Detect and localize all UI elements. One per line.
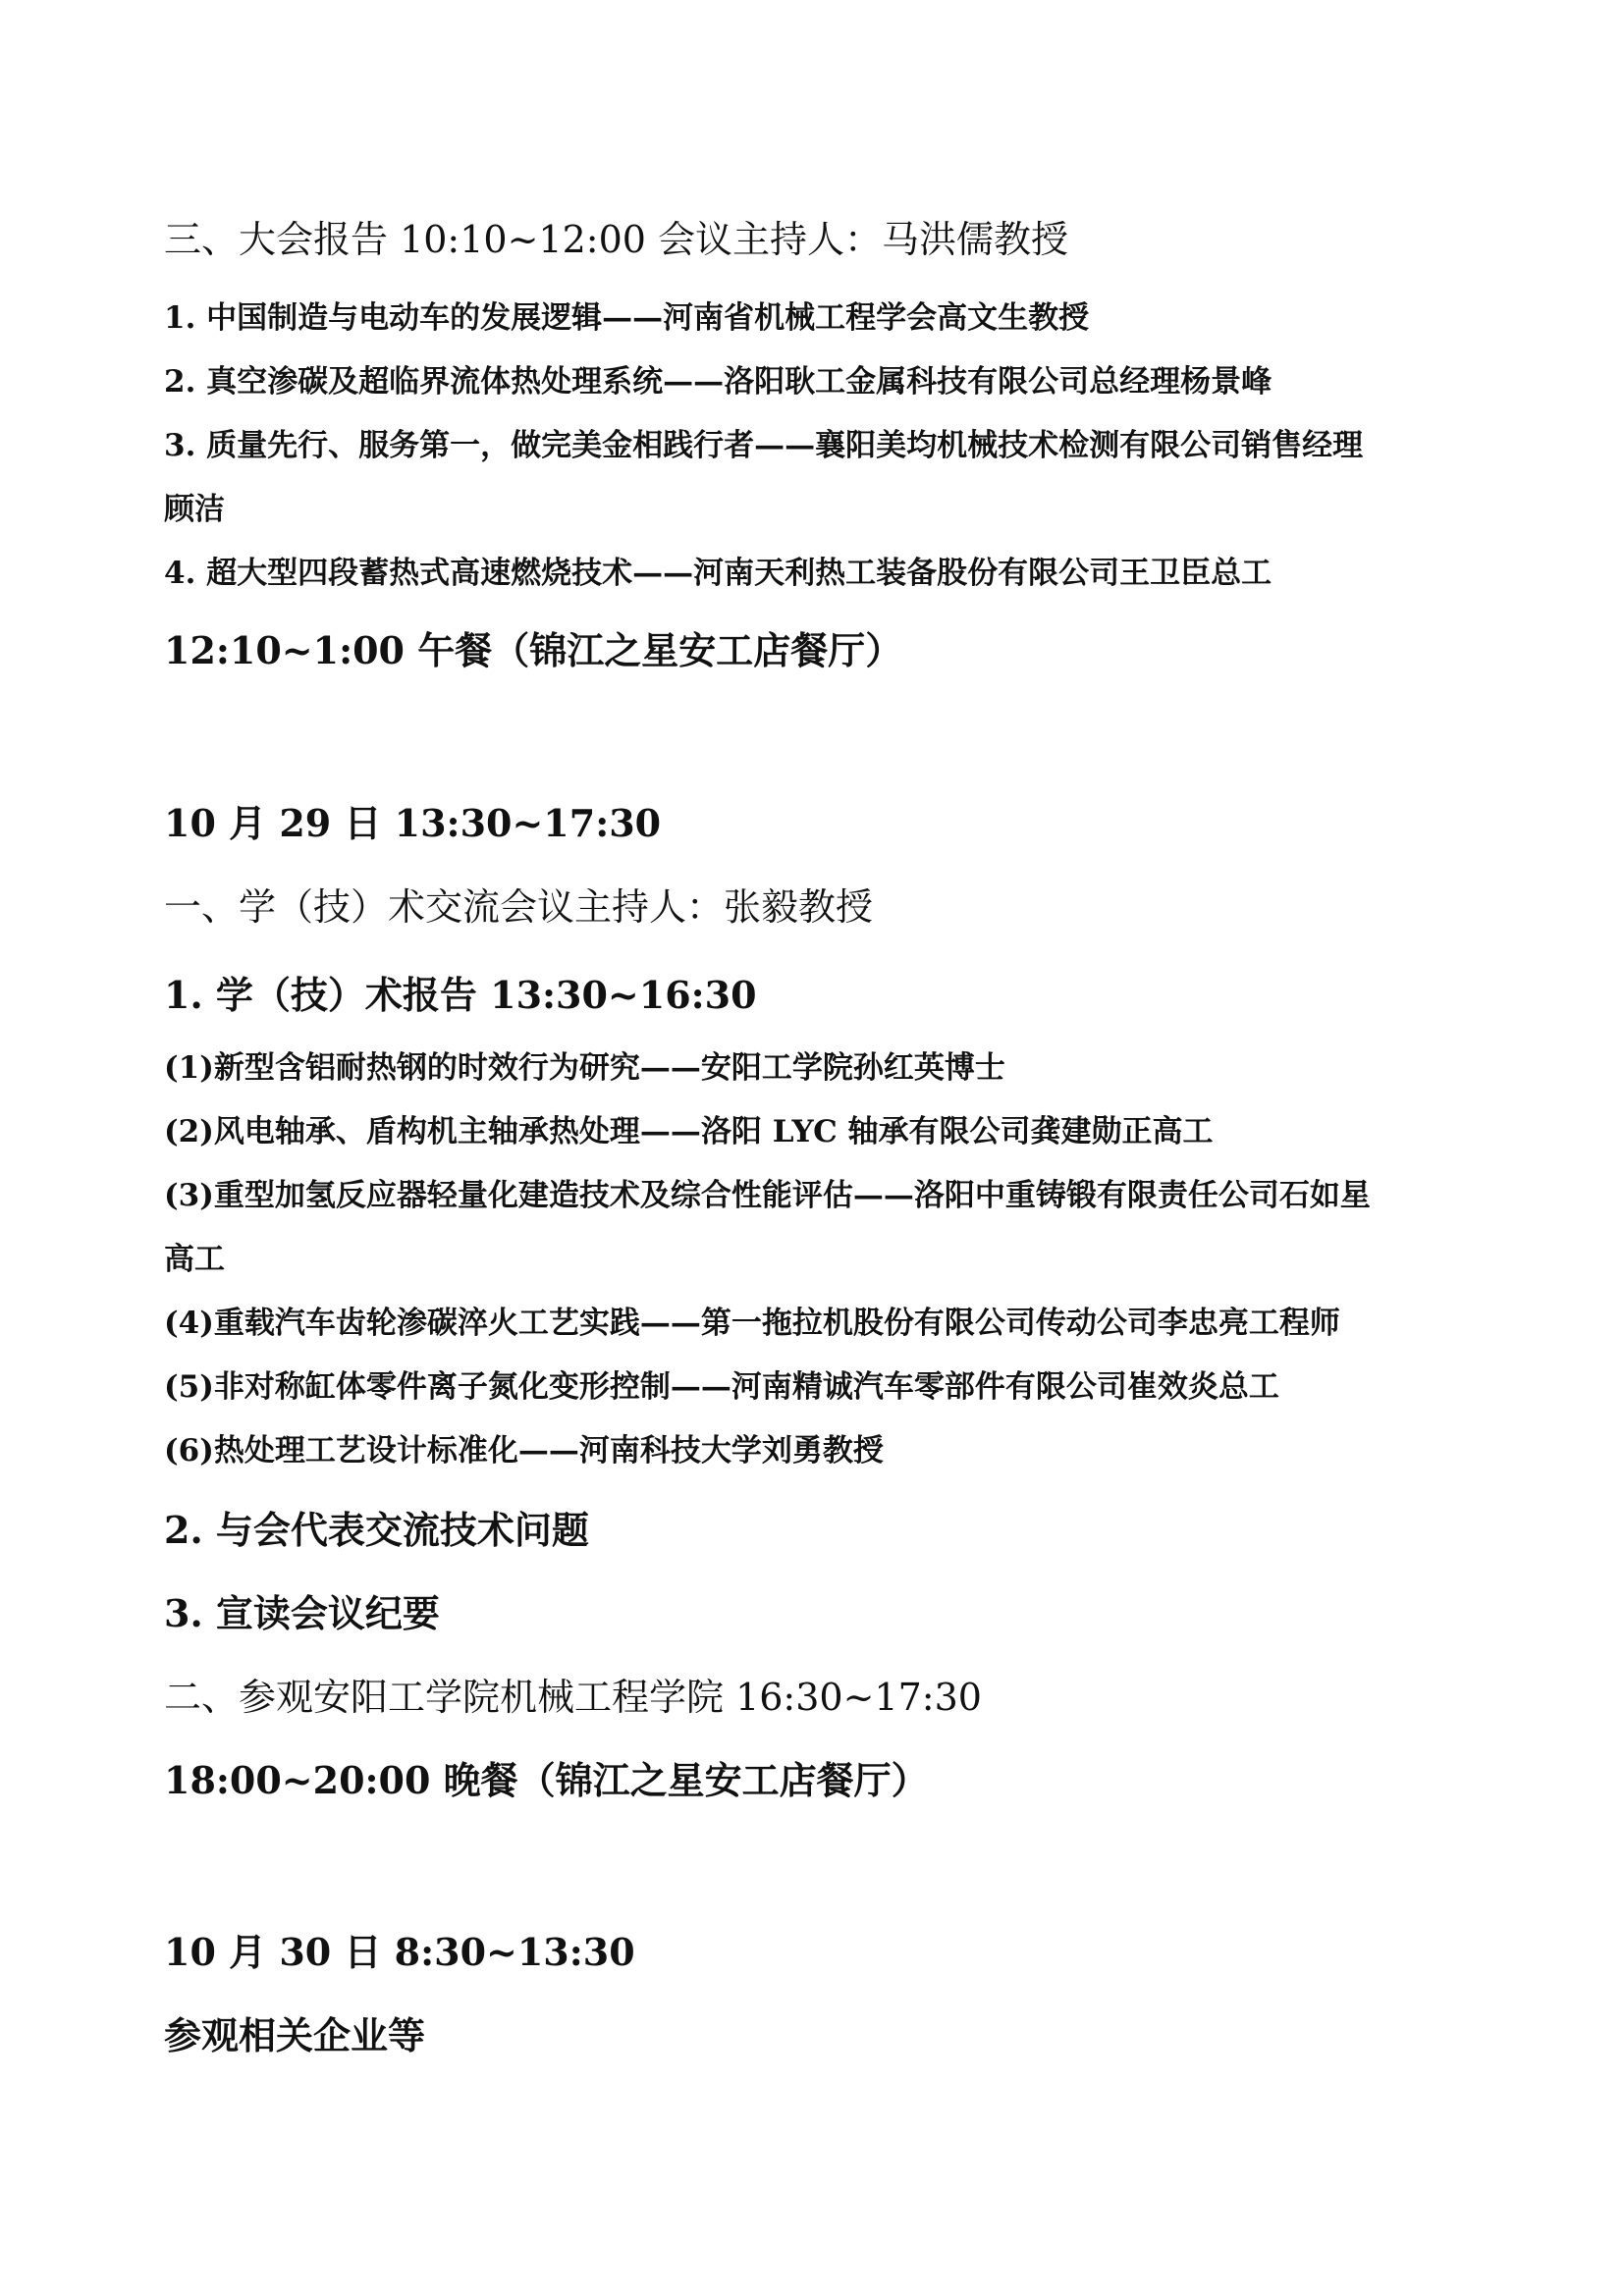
- agenda-item-2: 2. 与会代表交流技术问题: [164, 1508, 589, 1552]
- report-item-1: 1. 中国制造与电动车的发展逻辑——河南省机械工程学会高文生教授: [164, 300, 1090, 336]
- visit-heading: 二、参观安阳工学院机械工程学院 16:30~17:30: [164, 1676, 982, 1719]
- agenda-item-3: 3. 宣读会议纪要: [164, 1591, 440, 1635]
- exchange-heading: 一、学（技）术交流会议主持人：张毅教授: [164, 885, 874, 929]
- tech-report-4: (4)重载汽车齿轮渗碳淬火工艺实践——第一拖拉机股份有限公司传动公司李忠亮工程师: [164, 1306, 1340, 1341]
- tech-report-3: (3)重型加氢反应器轻量化建造技术及综合性能评估——洛阳中重铸锻有限责任公司石如星: [164, 1178, 1371, 1213]
- report-section-heading: 三、大会报告 10:10~12:00 会议主持人：马洪儒教授: [164, 218, 1069, 261]
- tech-report-3-continued: 高工: [164, 1242, 225, 1277]
- tech-report-1: (1)新型含铝耐热钢的时效行为研究——安阳工学院孙红英博士: [164, 1050, 1005, 1086]
- report-item-4: 4. 超大型四段蓄热式高速燃烧技术——河南天利热工装备股份有限公司王卫臣总工: [164, 556, 1272, 591]
- day30-activity: 参观相关企业等: [164, 2013, 426, 2057]
- tech-report-2: (2)风电轴承、盾构机主轴承热处理——洛阳 LYC 轴承有限公司龚建勋正高工: [164, 1114, 1214, 1149]
- tech-report-5: (5)非对称缸体零件离子氮化变形控制——河南精诚汽车零部件有限公司崔效炎总工: [164, 1369, 1279, 1405]
- tech-report-heading: 1. 学（技）术报告 13:30~16:30: [164, 973, 757, 1017]
- tech-report-6: (6)热处理工艺设计标准化——河南科技大学刘勇教授: [164, 1433, 884, 1468]
- dinner-line: 18:00~20:00 晚餐（锦江之星安工店餐厅）: [164, 1758, 929, 1802]
- lunch-line: 12:10~1:00 午餐（锦江之星安工店餐厅）: [164, 628, 903, 672]
- day30-date: 10 月 30 日 8:30~13:30: [164, 1930, 635, 1974]
- report-item-3: 3. 质量先行、服务第一，做完美金相践行者——襄阳美均机械技术检测有限公司销售经理: [164, 428, 1364, 463]
- report-item-2: 2. 真空渗碳及超临界流体热处理系统——洛阳耿工金属科技有限公司总经理杨景峰: [164, 364, 1272, 400]
- report-item-3-continued: 顾洁: [164, 492, 225, 527]
- day29-date: 10 月 29 日 13:30~17:30: [164, 801, 662, 845]
